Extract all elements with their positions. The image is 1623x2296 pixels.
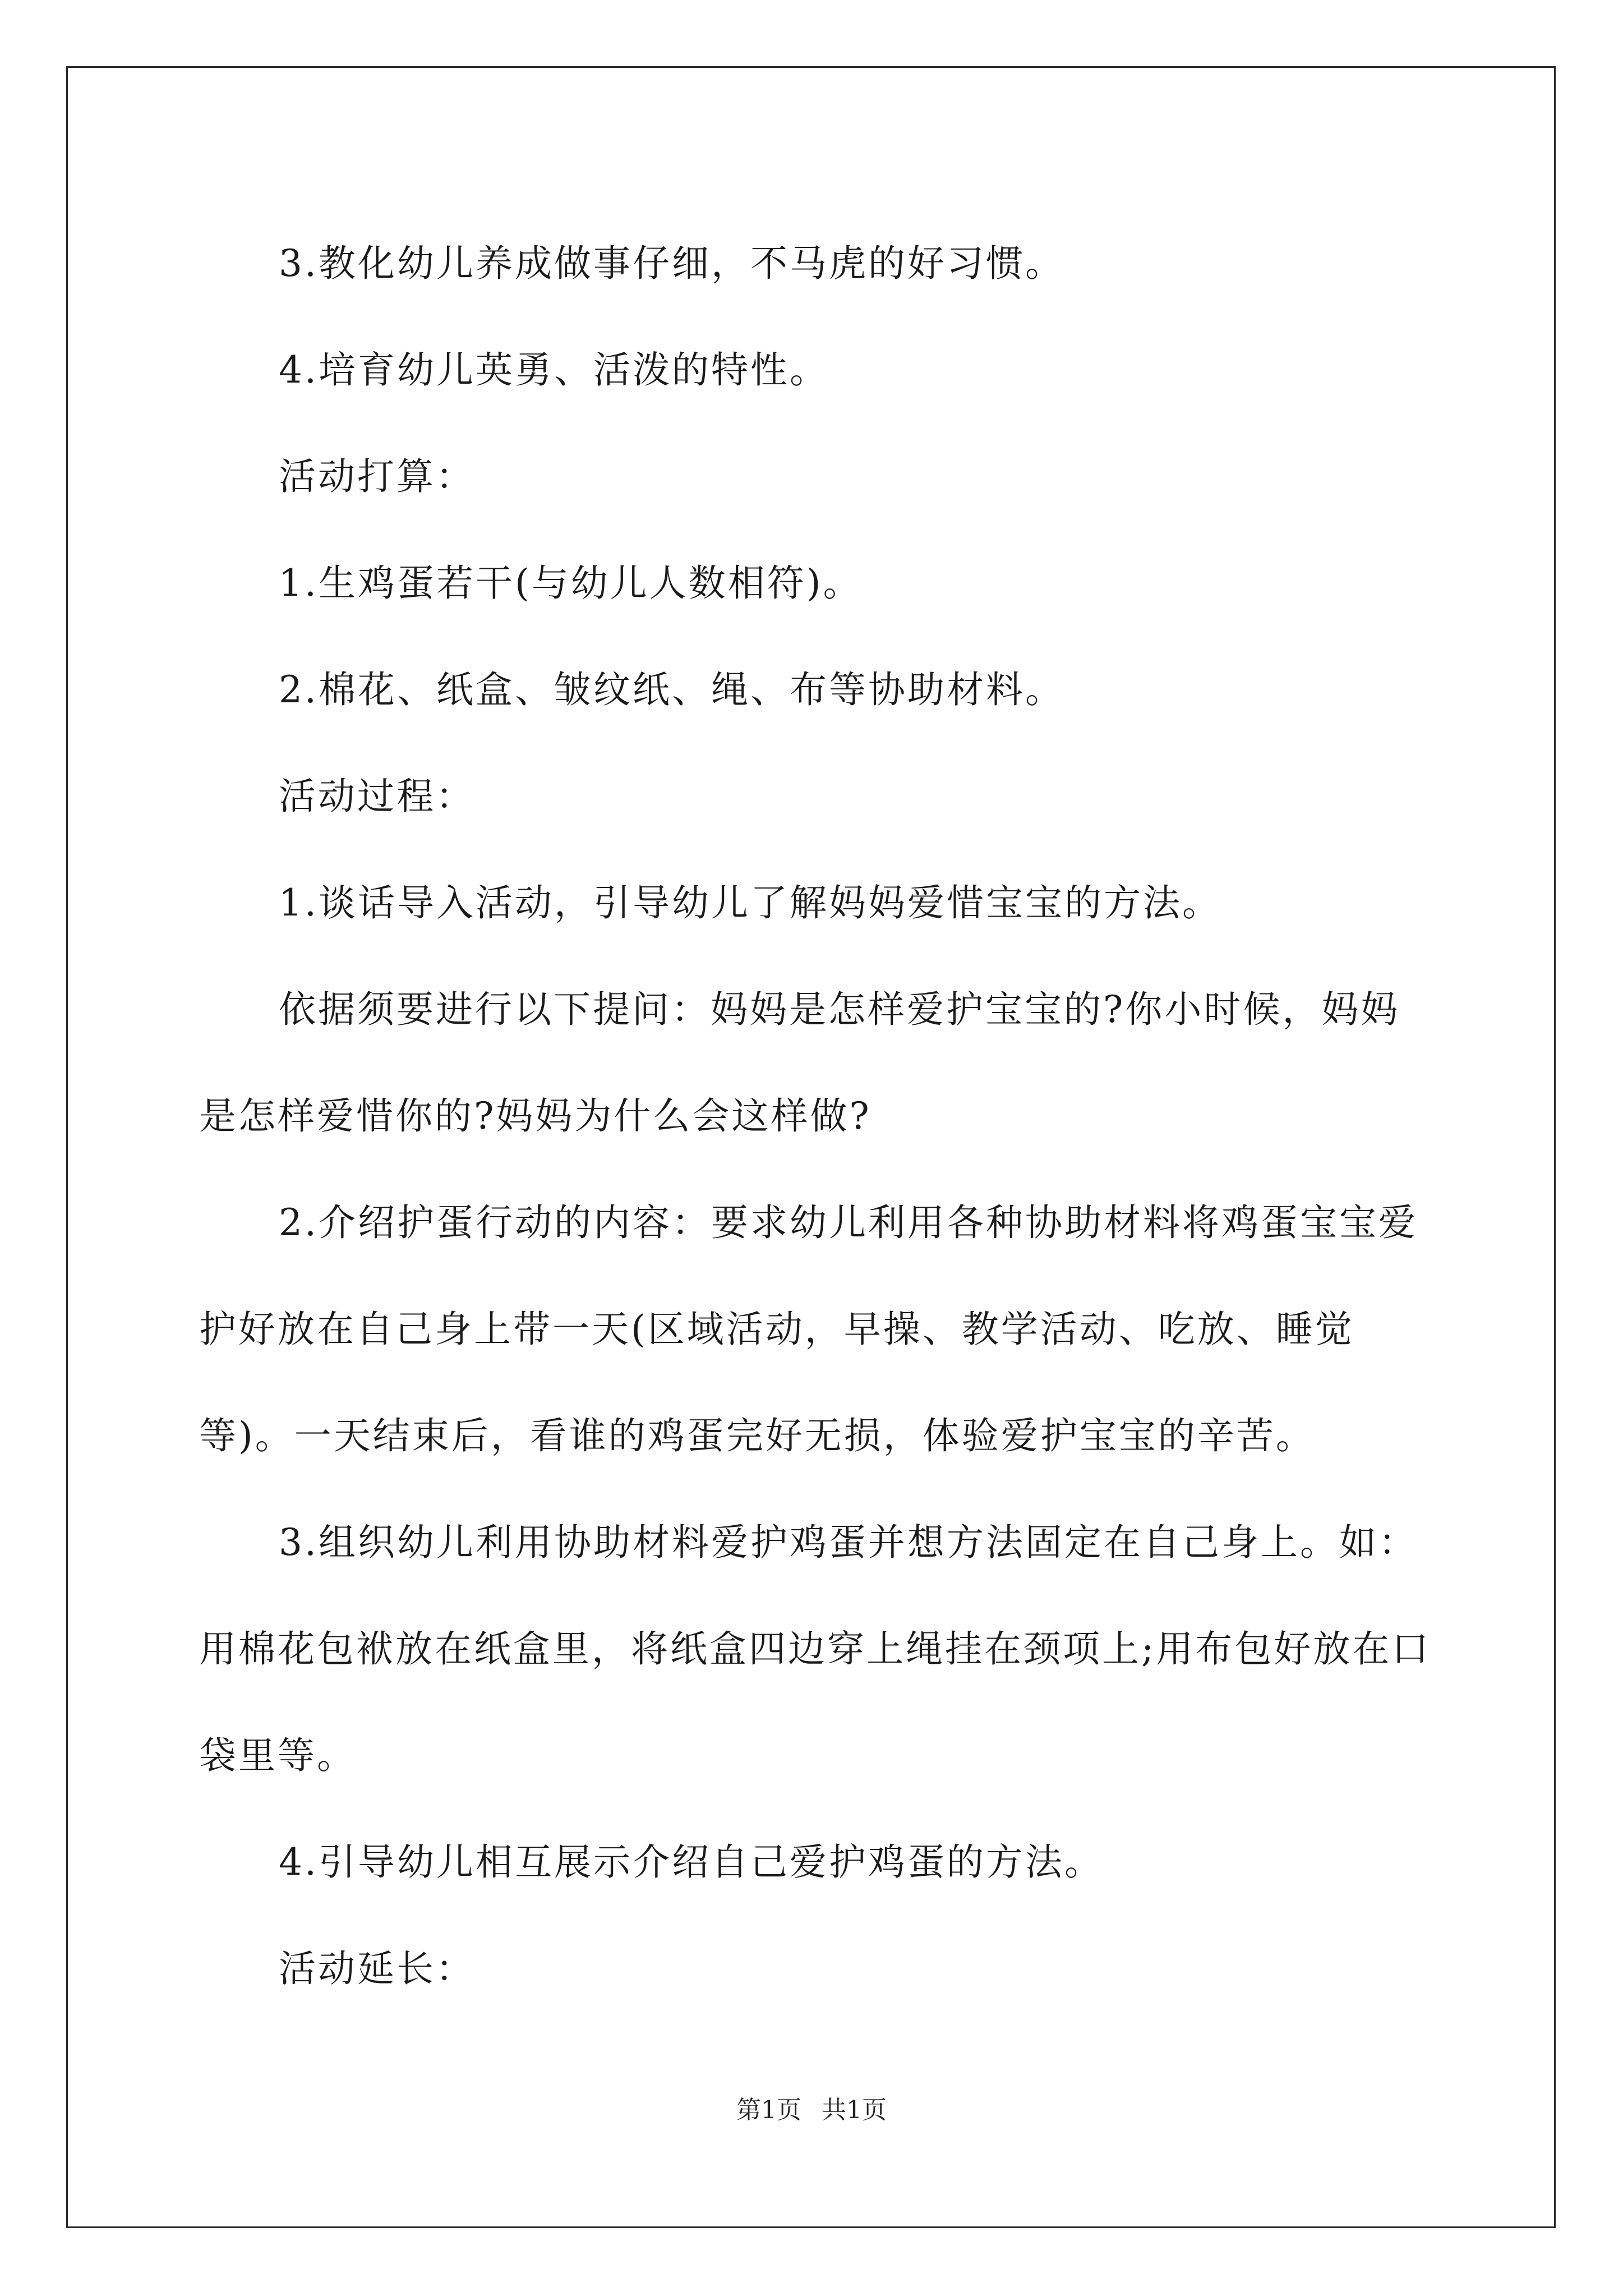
page-number: 第1页: [736, 2096, 801, 2124]
page-footer: [0, 2090, 1623, 2125]
section-heading: 活动延长：: [279, 1947, 475, 1990]
paragraph: 2.介绍护蛋行动的内容：要求幼儿利用各种协助材料将鸡蛋宝宝爱护好放在自己身上带一天(区域活动，早操、教学活动、吃放、睡觉等)。一天结束后，看谁的鸡蛋完好无损，体验爱护宝宝的辛苦。: [199, 1201, 1418, 1457]
paragraph: 依据须要进行以下提问：妈妈是怎样爱护宝宝的?你小时候，妈妈是怎样爱惜你的?妈妈为什么会这样做?: [199, 988, 1400, 1138]
paragraph: 2.棉花、纸盒、皱纹纸、绳、布等协助材料。: [279, 668, 1064, 711]
paragraph: 1.生鸡蛋若干(与幼儿人数相符)。: [279, 562, 863, 605]
paragraph: 4.引导幼儿相互展示介绍自己爱护鸡蛋的方法。: [279, 1841, 1104, 1884]
section-heading: 活动打算：: [279, 455, 475, 498]
paragraph: 3.教化幼儿养成做事仔细，不马虎的好习惯。: [279, 242, 1064, 285]
paragraph: 3.组织幼儿利用协助材料爱护鸡蛋并想方法固定在自己身上。如：用棉花包袱放在纸盒里，将纸盒四边穿上绳挂在颈项上;用布包好放在口袋里等。: [199, 1521, 1431, 1777]
page-total: 共1页: [822, 2096, 887, 2124]
paragraph: 4.培育幼儿英勇、活泼的特性。: [279, 348, 829, 392]
section-heading: 活动过程：: [279, 775, 475, 818]
paragraph: 1.谈话导入活动，引导幼儿了解妈妈爱惜宝宝的方法。: [279, 881, 1221, 924]
document-body: [199, 210, 1438, 2022]
